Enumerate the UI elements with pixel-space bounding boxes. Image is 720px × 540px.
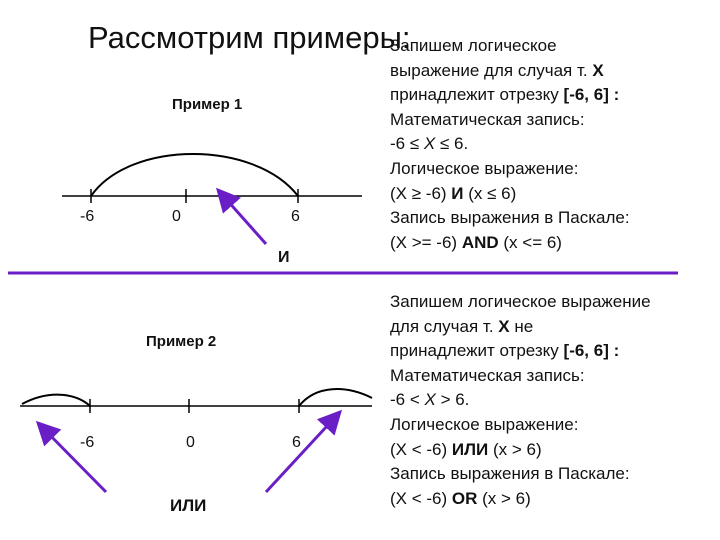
text-span: (X < -6) [390, 488, 452, 508]
text-line [390, 182, 630, 207]
text-line [390, 206, 630, 231]
interval-arc-1 [91, 154, 298, 196]
right-ray-arc [299, 389, 372, 406]
variable-x: Х [498, 316, 510, 336]
connector-or: ИЛИ [170, 496, 207, 515]
arrow-1 [218, 190, 266, 244]
text-span: Математическая запись: [390, 365, 585, 385]
text-span: (x > 6) [477, 488, 531, 508]
slide-title: Рассмотрим примеры: [88, 20, 411, 55]
text-span: для случая т. [390, 316, 499, 336]
text-span: (x <= 6) [498, 232, 562, 252]
connector-and: И [278, 249, 290, 266]
text-span: -6 < [390, 390, 425, 410]
explanation-block-1 [390, 34, 630, 255]
interval: [-6, 6] : [563, 85, 620, 105]
text-line [390, 462, 651, 487]
variable-x: Х [592, 60, 604, 80]
text-span: (X >= -6) [390, 232, 462, 252]
text-span: Логическое выражение: [390, 158, 579, 178]
text-line [390, 315, 651, 340]
tick-label: 0 [172, 208, 181, 225]
explanation-block-2 [390, 290, 651, 511]
tick-label: -6 [80, 434, 95, 451]
text-line [390, 339, 651, 364]
example-2-label: Пример 2 [146, 333, 217, 350]
variable-x: X [424, 390, 436, 410]
text-span: -6 ≤ [390, 134, 424, 154]
example-1-label: Пример 1 [172, 96, 243, 113]
text-span: принадлежит отрезку [390, 85, 564, 105]
text-line [390, 34, 630, 59]
text-span: принадлежит отрезку [390, 341, 564, 361]
text-line [390, 231, 630, 256]
text-span: Запись выражения в Паскале: [390, 464, 630, 484]
arrow-2-left [38, 423, 106, 492]
text-span: Запишем логическое [390, 36, 557, 55]
left-ray-arc [22, 395, 90, 406]
text-span: не [509, 316, 534, 336]
text-span: (x ≤ 6) [463, 183, 517, 203]
text-span: выражение для случая т. [390, 60, 593, 80]
tick-label: 0 [186, 434, 195, 451]
text-line [390, 83, 630, 108]
text-span: Запишем логическое выражение [390, 292, 651, 311]
text-line [390, 59, 630, 84]
text-span: Математическая запись: [390, 109, 585, 129]
text-line [390, 364, 651, 389]
text-span: > 6. [435, 390, 470, 410]
variable-x: X [423, 134, 436, 154]
text-line [390, 157, 630, 182]
tick-label: 6 [291, 208, 300, 225]
text-line [390, 438, 651, 463]
text-span: Логическое выражение: [390, 414, 579, 434]
tick-label: 6 [292, 434, 301, 451]
text-span: (x > 6) [488, 439, 542, 459]
text-line [390, 388, 651, 413]
text-line [390, 108, 630, 133]
text-line [390, 413, 651, 438]
pascal-and: AND [461, 232, 499, 252]
interval: [-6, 6] : [563, 341, 620, 361]
text-span: (X < -6) [390, 439, 452, 459]
text-line [390, 290, 651, 315]
text-line [390, 132, 630, 157]
text-span: Запись выражения в Паскале: [390, 208, 630, 228]
arrow-2-right [266, 412, 340, 492]
pascal-or: OR [451, 488, 478, 508]
logical-or: ИЛИ [451, 439, 489, 459]
logical-and: И [451, 183, 464, 203]
tick-label: -6 [80, 208, 95, 225]
text-line [390, 487, 651, 512]
text-span: (X ≥ -6) [390, 183, 452, 203]
text-span: ≤ 6. [435, 134, 469, 154]
